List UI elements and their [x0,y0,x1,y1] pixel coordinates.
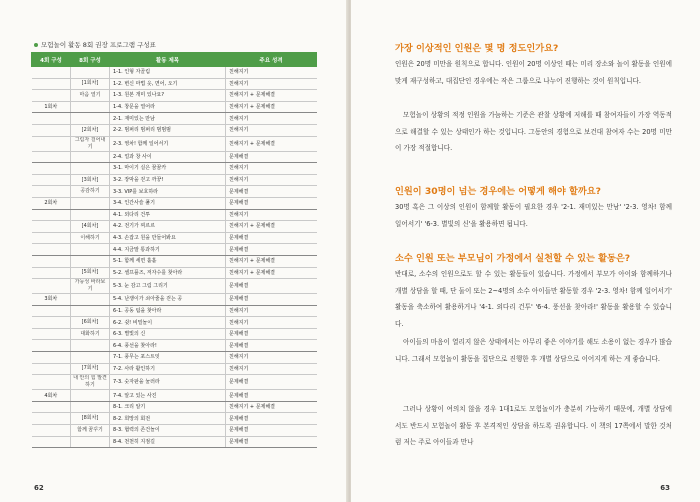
paragraph-3: 30명 혹은 그 이상의 인원이 함께할 활동이 필요한 경우 '2-1. 재미있는 만남' '2-3. 영차! 함께 일어서기' '6-3. 별빛의 신'을 활용하면 됩니다. [395,203,672,228]
table-row [32,136,317,151]
program-table [31,52,317,448]
table-row [32,67,317,79]
table-header-row [32,53,317,67]
activity-type-cell: 문제해결 [226,279,317,294]
activity-type-cell: 문제해결 [226,197,317,209]
table-row [32,255,317,267]
table-row [32,401,317,413]
activity-type-cell: 친해지기 + 문제해결 [226,255,317,267]
session-4-cell: 1회차 [32,101,71,113]
activity-type-cell: 문제해결 [226,294,317,306]
session-4-cell [32,255,71,267]
activity-type-cell: 문제해결 [226,413,317,425]
activity-type-cell: 문제해결 [226,390,317,402]
table-row [32,352,317,364]
table-body [32,67,317,448]
paragraph-1: 인원은 20명 미만을 원칙으로 합니다. 인원이 20명 이상인 때는 미리 장소와 놀이 활동을 인원에 맞게 재구성하고, 대집단인 경우에는 작은 그룹으로 나누어 진행하는 것이 원칙입니다. [395,60,672,85]
session-8-cell: 공감하기 [71,186,110,198]
activity-title-cell: 8-2. 희망의 회전 [110,413,226,425]
activity-type-cell: 친해지기 [226,352,317,364]
session-4-cell [32,221,71,233]
activity-title-cell: 2-2. 범퍼리 범퍼리 범범범 [110,124,226,136]
session-8-cell: 이해하기 [71,232,110,244]
session-4-cell [32,317,71,329]
table-row [32,328,317,340]
header-main-character: 주요 성격 [226,53,317,67]
activity-title-cell: 7-1. 풍무는 포스트잇 [110,352,226,364]
bullet-dot-icon [34,43,38,47]
activity-title-cell: 6-3. 별빛의 신 [110,328,226,340]
session-4-cell [32,124,71,136]
session-8-cell: [8회차] [71,413,110,425]
activity-type-cell: 친해지기 [226,209,317,221]
session-8-cell [71,113,110,125]
table-row [32,317,317,329]
session-4-cell [32,174,71,186]
activity-type-cell: 문제해결 [226,151,317,163]
session-4-cell [32,305,71,317]
session-4-cell [32,340,71,352]
activity-title-cell: 1-3. 원본 개미 있나요? [110,90,226,102]
table-row [32,124,317,136]
session-4-cell [32,113,71,125]
activity-type-cell: 문제해결 [226,436,317,448]
session-8-cell: 가능성 바라보기 [71,279,110,294]
session-4-cell [32,279,71,294]
session-4-cell [32,375,71,390]
session-8-cell: 내 안의 힘 발견하기 [71,375,110,390]
session-4-cell [32,67,71,79]
activity-type-cell: 친해지기 + 문제해결 [226,90,317,102]
paragraph-2: 모험놀이 상황의 적정 인원을 가늠하는 기준은 관찰 상황에 저해를 때 참여자들이 가장 역동적으로 해결할 수 있는 상태인가 하는 것입니다. 그동안의 경험으로 보건대 참여자 수는 20명 미만이 가장 적절합니다. [395,111,672,152]
activity-title-cell: 8-1. 크리 알기 [110,401,226,413]
page-number-left: 62 [34,484,44,492]
session-8-cell: 그림자 걸어내기 [71,136,110,151]
session-4-cell [32,425,71,437]
session-4-cell [32,328,71,340]
heading-small-group: 소수 인원 또는 부모님이 가정에서 실천할 수 있는 활동은? [395,253,631,264]
session-8-cell [71,401,110,413]
table-row [32,375,317,390]
activity-title-cell: 4-1. 외다리 건투 [110,209,226,221]
table-row [32,197,317,209]
header-4-session: 4회 구성 [32,53,71,67]
heading-over-30: 인원이 30명이 넘는 경우에는 어떻게 해야 할까요? [395,186,601,197]
activity-title-cell: 3-3. VIP를 보호하라 [110,186,226,198]
activity-title-cell: 3-1. 마이기 실은 꿈꿈카 [110,163,226,175]
session-8-cell [71,163,110,175]
activity-title-cell: 5-2. 셀프플즈, 저자수를 찾아라 [110,267,226,279]
table-row [32,78,317,90]
session-4-cell [32,90,71,102]
activity-title-cell: 1-1. 인형 자골림 [110,67,226,79]
table-row [32,436,317,448]
session-8-cell: [5회차] [71,267,110,279]
session-4-cell [32,352,71,364]
activity-title-cell: 5-4. 난쟁이가 쇠아줄을 걷는 공 [110,294,226,306]
header-activity-title: 활동 제목 [110,53,226,67]
activity-title-cell: 8-3. 협력의 존건놀이 [110,425,226,437]
table-row [32,90,317,102]
session-4-cell: 4회차 [32,390,71,402]
table-title [34,40,156,49]
activity-type-cell: 친해지기 + 문제해결 [226,136,317,151]
activity-type-cell: 친해지기 [226,174,317,186]
paragraph-4: 반대로, 소수의 인원으로도 할 수 있는 활동들이 있습니다. 가정에서 부모가 아이와 함께하거나 개별 상담을 할 때, 단 둘이 또는 2~4명의 소수 아이들만 활동할 경우 '2-3. 영차! 함께 일어서기' 활동을 축소하여 활용하거나 '4-1. 외다리 건투' '6-4. 풍선을 찾아라!' 활동을 활용할 수 있습니다. [395,270,672,328]
activity-title-cell: 1-4. 창문을 열어라 [110,101,226,113]
activity-type-cell: 친해지기 [226,78,317,90]
session-4-cell [32,436,71,448]
table-title-text: 모험놀이 활동 8회 권장 프로그램 구성표 [41,41,156,49]
activity-title-cell: 1-2. 변신 마법 옷, 면어, 오기 [110,78,226,90]
table-row [32,186,317,198]
paragraph-5: 아이들의 마음이 열리지 않은 상태에서는 아무리 좋은 이야기를 해도 소용이 없는 경우가 많습니다. 그래서 모험놀이 활동을 집단으로 진행한 후 개별 상담으로 이어지게 하는 게 좋습니다. [395,338,672,363]
activity-type-cell: 문제해결 [226,186,317,198]
session-8-cell [71,255,110,267]
activity-title-cell: 4-3. 손잡고 원을 만들어봐요 [110,232,226,244]
session-4-cell: 2회차 [32,197,71,209]
activity-title-cell: 3-4. 인간사슬 풀기 [110,197,226,209]
session-4-cell [32,401,71,413]
table-row [32,425,317,437]
table-row [32,267,317,279]
session-4-cell [32,267,71,279]
page-number-right: 63 [660,484,670,492]
session-4-cell [32,163,71,175]
activity-type-cell: 문제해결 [226,375,317,390]
activity-type-cell: 친해지기 [226,124,317,136]
header-8-session: 8회 구성 [71,53,110,67]
activity-title-cell: 2-1. 재미있는 만남 [110,113,226,125]
session-8-cell: [7회차] [71,363,110,375]
session-4-cell [32,413,71,425]
right-page [351,0,700,502]
activity-type-cell: 문제해결 [226,232,317,244]
paragraph-6: 그러나 상황이 여의치 않을 경우 1대1로도 모험놀이가 충분히 가능하기 때문에, 개별 상담에서도 반드시 모험놀이 활동 후 본격적인 상담을 하도록 권유합니다. 이 책의 17쪽에서 말한 것처럼 저는 주로 아이들과 만나 [395,405,672,446]
activity-type-cell: 친해지기 + 문제해결 [226,101,317,113]
activity-title-cell: 4-4. 지금말 통과하기 [110,244,226,256]
activity-type-cell: 친해지기 + 문제해결 [226,267,317,279]
activity-title-cell: 2-3. 영차! 함께 일어서기 [110,136,226,151]
session-4-cell [32,186,71,198]
table-row [32,163,317,175]
activity-type-cell: 친해지기 [226,317,317,329]
session-8-cell [71,67,110,79]
table-row [32,209,317,221]
session-4-cell [32,232,71,244]
session-4-cell [32,363,71,375]
activity-type-cell: 문제해결 [226,425,317,437]
activity-type-cell: 친해지기 [226,163,317,175]
session-4-cell [32,209,71,221]
table-row [32,294,317,306]
activity-title-cell: 5-1. 함께 세면 훌훌 [110,255,226,267]
table-row [32,221,317,233]
session-8-cell [71,209,110,221]
activity-title-cell: 8-4. 천천히 지점길 [110,436,226,448]
session-8-cell: 마음 열기 [71,90,110,102]
activity-title-cell: 7-3. 숫자판을 눌러라 [110,375,226,390]
table-row [32,151,317,163]
table-row [32,305,317,317]
activity-title-cell: 2-4. 얼과 창 사이 [110,151,226,163]
table-row [32,363,317,375]
session-4-cell [32,151,71,163]
session-4-cell: 3회차 [32,294,71,306]
session-8-cell [71,352,110,364]
left-page [0,0,348,502]
activity-type-cell: 친해지기 [226,305,317,317]
activity-type-cell: 친해지기 [226,67,317,79]
session-8-cell: [3회차] [71,174,110,186]
activity-type-cell: 친해지기 [226,113,317,125]
activity-title-cell: 6-1. 공동 팀을 찾아라 [110,305,226,317]
session-8-cell [71,101,110,113]
session-8-cell [71,390,110,402]
activity-title-cell: 7-2. 사라 활인하기 [110,363,226,375]
activity-title-cell: 4-2. 전기가 찌르르 [110,221,226,233]
session-8-cell [71,294,110,306]
table-row [32,174,317,186]
table-row [32,279,317,294]
activity-type-cell: 문제해결 [226,328,317,340]
heading-ideal-size: 가장 이상적인 인원은 몇 명 정도인가요? [395,43,559,54]
table-row [32,413,317,425]
session-8-cell [71,340,110,352]
activity-title-cell: 3-2. 장막을 걷고 까꿍! [110,174,226,186]
session-4-cell [32,78,71,90]
activity-type-cell: 문제해결 [226,244,317,256]
activity-type-cell: 문제해결 [226,340,317,352]
table-row [32,244,317,256]
activity-title-cell: 6-2. 쉿! 비밀놀이 [110,317,226,329]
activity-type-cell: 친해지기 + 문제해결 [226,221,317,233]
table-row [32,232,317,244]
activity-type-cell: 친해지기 + 문제해결 [226,401,317,413]
table-row [32,340,317,352]
table-row [32,390,317,402]
session-8-cell: [6회차] [71,317,110,329]
session-8-cell: 대화하기 [71,328,110,340]
activity-type-cell: 친해지기 [226,363,317,375]
session-4-cell [32,244,71,256]
session-8-cell: [4회차] [71,221,110,233]
session-8-cell [71,305,110,317]
session-8-cell: [2회차] [71,124,110,136]
activity-title-cell: 5-3. 눈 감고 그림 그리기 [110,279,226,294]
session-8-cell: 함께 꿈꾸기 [71,425,110,437]
session-8-cell: [1회차] [71,78,110,90]
table-row [32,113,317,125]
session-8-cell [71,436,110,448]
session-8-cell [71,197,110,209]
table-row [32,101,317,113]
activity-title-cell: 6-4. 풍선을 찾아라! [110,340,226,352]
activity-title-cell: 7-4. 알고 있는 사진 [110,390,226,402]
session-8-cell [71,151,110,163]
session-8-cell [71,244,110,256]
session-4-cell [32,136,71,151]
